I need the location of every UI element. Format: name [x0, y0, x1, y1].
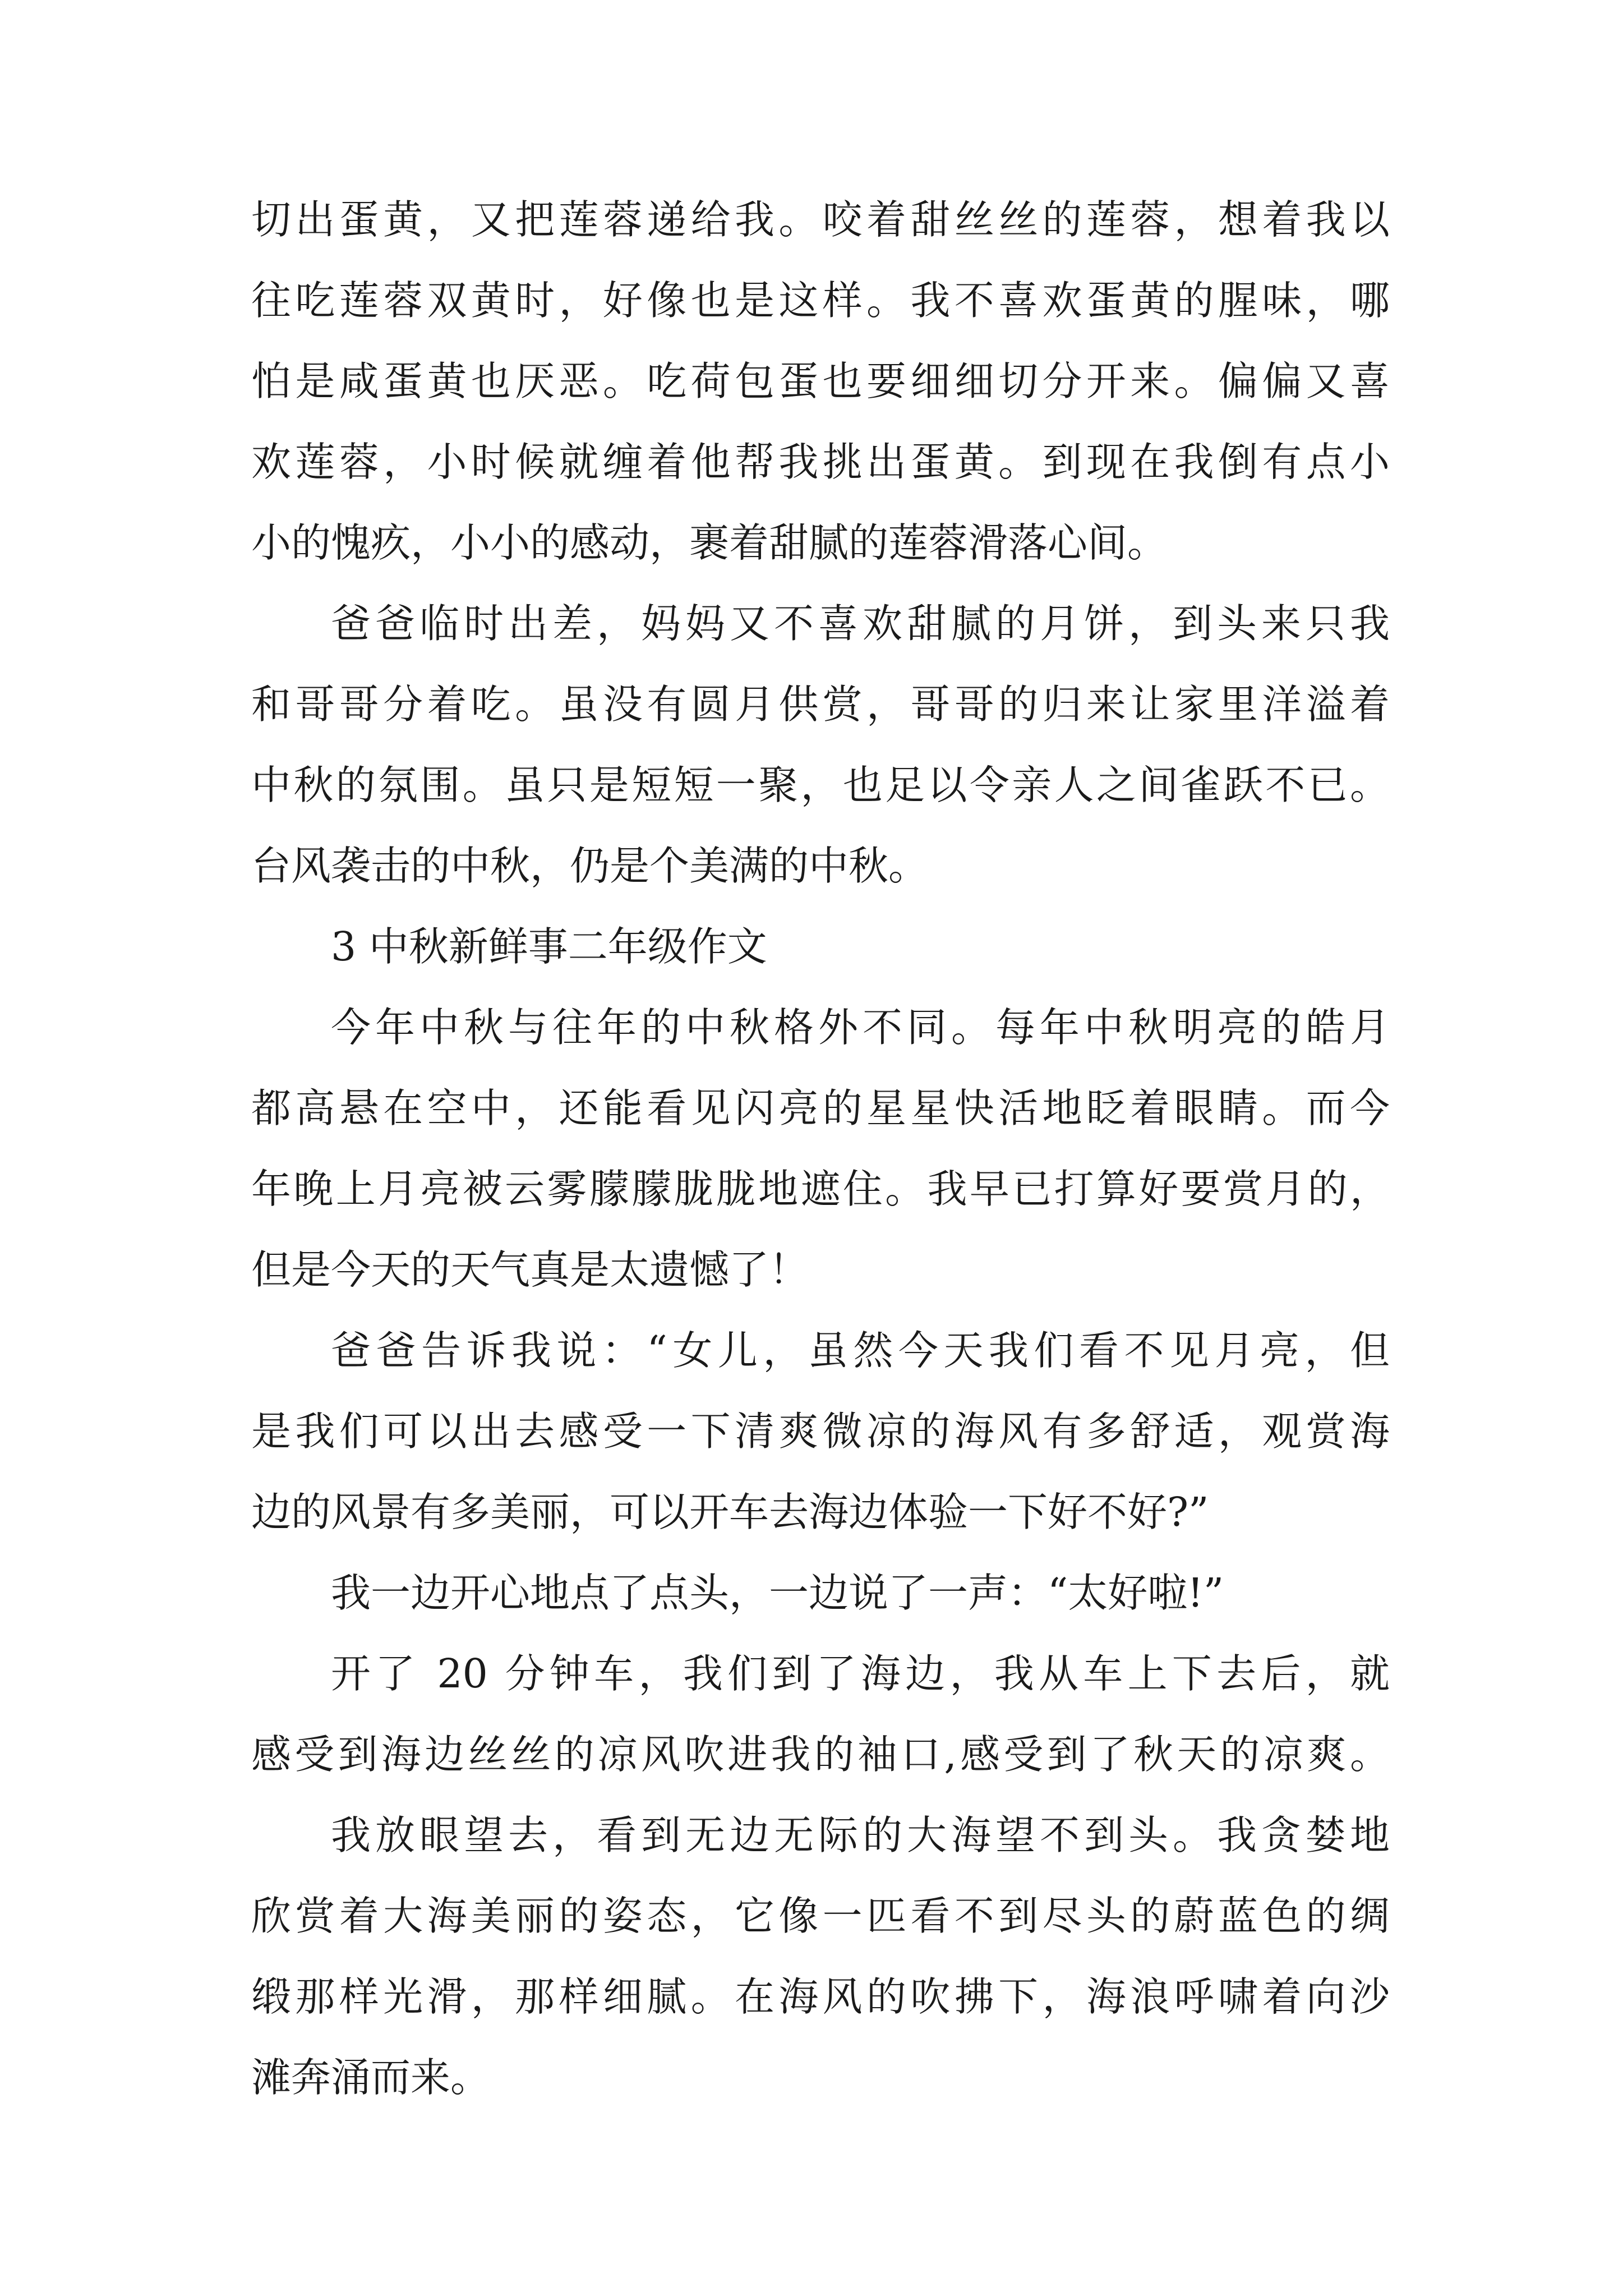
text-line: 我一边开心地点了点头，一边说了一声：“太好啦!”: [331, 1570, 1224, 1616]
text-line: 开了 20 分钟车，我们到了海边，我从车上下去后，就: [331, 1650, 1390, 1697]
body-text: [251, 180, 1390, 2118]
text-line: 和哥哥分着吃。虽没有圆月供赏，哥哥的归来让家里洋溢着: [251, 681, 1390, 728]
text-line: 边的风景有多美丽，可以开车去海边体验一下好不好?”: [251, 1489, 1209, 1535]
text-line: 爸爸临时出差，妈妈又不喜欢甜腻的月饼，到头来只我: [331, 600, 1390, 647]
text-line: 中秋的氛围。虽只是短短一聚，也足以令亲人之间雀跃不已。: [251, 762, 1390, 808]
text-line: 小的愧疚，小小的感动，裹着甜腻的莲蓉滑落心间。: [251, 519, 1168, 566]
text-line: 感受到海边丝丝的凉风吹进我的袖口,感受到了秋天的凉爽。: [251, 1731, 1390, 1778]
text-line: 我放眼望去，看到无边无际的大海望不到头。我贪婪地: [331, 1812, 1390, 1858]
text-line: 但是今天的天气真是太遗憾了！: [251, 1246, 809, 1293]
text-line: 3 中秋新鲜事二年级作文: [331, 923, 767, 970]
text-line: 今年中秋与往年的中秋格外不同。每年中秋明亮的皓月: [331, 1004, 1390, 1051]
text-line: 年晚上月亮被云雾朦朦胧胧地遮住。我早已打算好要赏月的，: [251, 1166, 1390, 1212]
text-line: 欣赏着大海美丽的姿态，它像一匹看不到尽头的蔚蓝色的绸: [251, 1893, 1390, 1939]
text-line: 切出蛋黄，又把莲蓉递给我。咬着甜丝丝的莲蓉，想着我以: [251, 196, 1390, 243]
text-line: 怕是咸蛋黄也厌恶。吃荷包蛋也要细细切分开来。偏偏又喜: [251, 358, 1390, 404]
text-line: 往吃莲蓉双黄时，好像也是这样。我不喜欢蛋黄的腥味，哪: [251, 277, 1390, 324]
text-line: 台风袭击的中秋，仍是个美满的中秋。: [251, 843, 929, 889]
text-line: 都高悬在空中，还能看见闪亮的星星快活地眨着眼睛。而今: [251, 1085, 1390, 1131]
text-line: 缎那样光滑，那样细腻。在海风的吹拂下，海浪呼啸着向沙: [251, 1973, 1390, 2020]
text-line: 欢莲蓉，小时候就缠着他帮我挑出蛋黄。到现在我倒有点小: [251, 439, 1390, 485]
text-line: 是我们可以出去感受一下清爽微凉的海风有多舒适，观赏海: [251, 1408, 1390, 1455]
text-line: 滩奔涌而来。: [251, 2054, 491, 2101]
text-line: 爸爸告诉我说：“女儿，虽然今天我们看不见月亮，但: [331, 1327, 1390, 1374]
